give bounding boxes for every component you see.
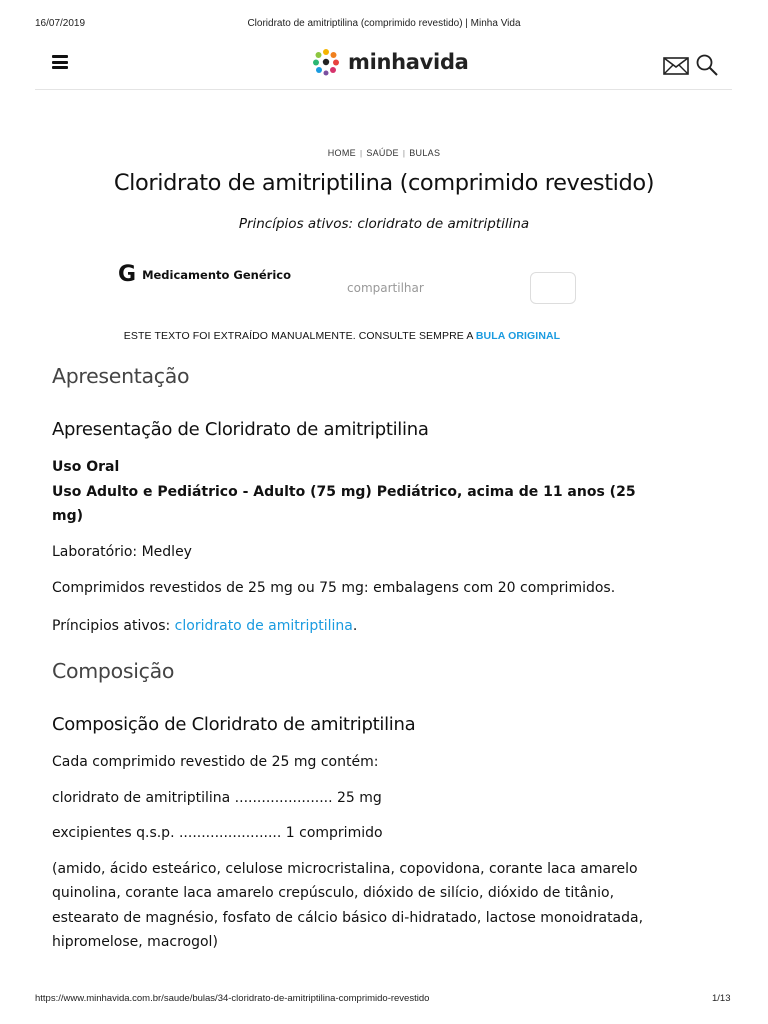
generic-medicine-label: Medicamento Genérico (142, 268, 291, 282)
uso-idade-text: Uso Adulto e Pediátrico - Adulto (75 mg) Pediátrico, acima de 11 anos (25 mg) (52, 483, 636, 524)
breadcrumb-home[interactable]: HOME (327, 148, 356, 158)
composicao-linha-2: excipientes q.s.p. ....................... 1 comprimido (52, 825, 383, 841)
generic-medicine-badge (118, 264, 291, 286)
page-title: Cloridrato de amitriptilina (comprimido revestido) (113, 170, 655, 196)
generic-g-icon: G (118, 262, 137, 287)
cada-comprimido-text: Cada comprimido revestido de 25 mg contém: (52, 754, 379, 770)
mail-icon[interactable] (663, 56, 689, 76)
subheading-apresentacao: Apresentação de Cloridrato de amitriptilina (52, 419, 429, 440)
print-page-count: 1/13 (712, 993, 731, 1004)
site-header (35, 40, 732, 90)
subheading-composicao: Composição de Cloridrato de amitriptilina (52, 714, 416, 735)
breadcrumb-bulas[interactable]: BULAS (409, 148, 441, 158)
breadcrumb-separator: | (402, 149, 406, 158)
share-button[interactable] (530, 272, 576, 304)
brand-name: minhavida (348, 50, 469, 74)
breadcrumb-separator: | (359, 149, 363, 158)
print-date: 16/07/2019 (35, 18, 86, 29)
principios-text (52, 614, 652, 639)
excipientes-text: (amido, ácido esteárico, celulose microcristalina, copovidona, corante laca amarelo quinolina, corante laca amarelo crepúsculo, dióxido de silício, dióxido de titânio, estearato de magnésio, fosfato de cálcio básico di-hidratado, lactose monoidratada, hipromelose, macrogol) (52, 860, 644, 950)
print-url: https://www.minhavida.com.br/saude/bulas/34-cloridrato-de-amitriptilina-comprimido-revestido (35, 993, 430, 1004)
composicao-linha-1: cloridrato de amitriptilina ...................... 25 mg (52, 789, 382, 806)
print-header (0, 0, 768, 30)
principios-label: Príncipios ativos: (52, 617, 175, 634)
section-heading-apresentacao: Apresentação (52, 364, 190, 388)
principios-end: . (352, 617, 358, 634)
laboratorio-text: Laboratório: Medley (52, 543, 192, 560)
disclaimer (0, 330, 684, 342)
hamburger-icon[interactable] (52, 55, 68, 69)
logo-flower-icon (307, 46, 345, 78)
search-icon[interactable] (695, 53, 719, 77)
original-leaflet-link[interactable]: BULA ORIGINAL (475, 330, 561, 342)
uso-oral-text: Uso Oral (52, 459, 120, 475)
site-logo[interactable] (307, 46, 469, 78)
breadcrumb (0, 148, 768, 158)
active-principles-subtitle: Princípios ativos: cloridrato de amitriptilina (238, 216, 530, 232)
share-label: compartilhar (347, 281, 424, 295)
breadcrumb-saude[interactable]: SAÚDE (366, 148, 399, 158)
comprimidos-text: Comprimidos revestidos de 25 mg ou 75 mg: embalagens com 20 comprimidos. (52, 580, 616, 596)
section-heading-composicao: Composição (52, 659, 175, 683)
print-doc-title: Cloridrato de amitriptilina (comprimido revestido) | Minha Vida (247, 18, 521, 29)
main-content (52, 364, 652, 955)
principios-link[interactable]: cloridrato de amitriptilina (174, 617, 353, 634)
disclaimer-text: ESTE TEXTO FOI EXTRAÍDO MANUALMENTE. CONSULTE SEMPRE A (123, 330, 476, 342)
